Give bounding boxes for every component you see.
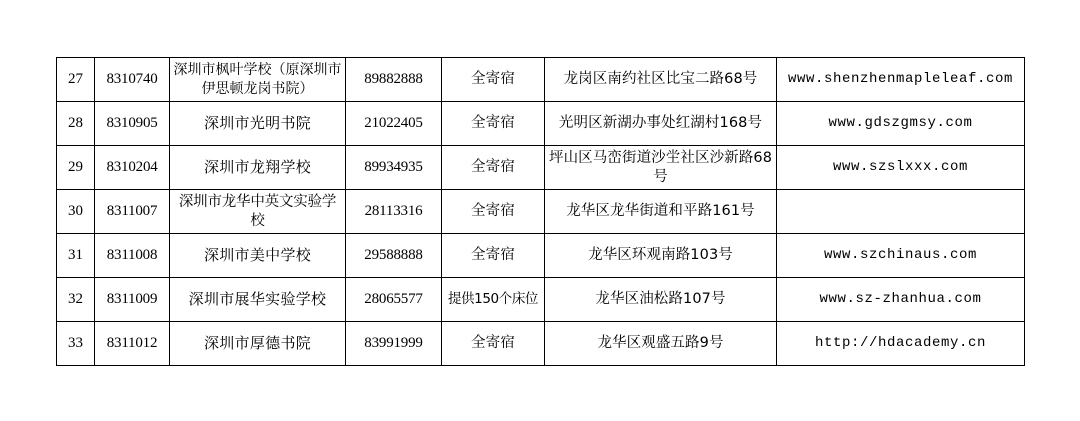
school-phone: 89934935 (346, 146, 442, 190)
row-index: 33 (57, 322, 95, 366)
school-phone: 28113316 (346, 190, 442, 234)
boarding-info: 全寄宿 (442, 234, 545, 278)
school-phone: 28065577 (346, 278, 442, 322)
school-address: 坪山区马峦街道沙坣社区沙新路68号 (545, 146, 777, 190)
row-index: 28 (57, 102, 95, 146)
school-website: www.shenzhenmapleleaf.com (777, 58, 1025, 102)
row-index: 32 (57, 278, 95, 322)
boarding-info: 提供150个床位 (442, 278, 545, 322)
table-row (57, 278, 1025, 322)
row-index: 30 (57, 190, 95, 234)
table-row (57, 58, 1025, 102)
school-name: 深圳市龙华中英文实验学校 (170, 190, 346, 234)
table-row (57, 190, 1025, 234)
school-website (777, 190, 1025, 234)
school-code: 8311008 (95, 234, 170, 278)
school-code: 8311007 (95, 190, 170, 234)
school-address: 龙华区龙华街道和平路161号 (545, 190, 777, 234)
school-address: 光明区新湖办事处红湖村168号 (545, 102, 777, 146)
table-row (57, 102, 1025, 146)
school-list-table-wrapper (56, 57, 1024, 366)
school-website: www.szchinaus.com (777, 234, 1025, 278)
boarding-info: 全寄宿 (442, 58, 545, 102)
school-name: 深圳市龙翔学校 (170, 146, 346, 190)
school-name: 深圳市美中学校 (170, 234, 346, 278)
school-code: 8310905 (95, 102, 170, 146)
school-address: 龙华区油松路107号 (545, 278, 777, 322)
boarding-info: 全寄宿 (442, 322, 545, 366)
school-website: http://hdacademy.cn (777, 322, 1025, 366)
school-website: www.szslxxx.com (777, 146, 1025, 190)
school-code: 8310740 (95, 58, 170, 102)
school-website: www.sz-zhanhua.com (777, 278, 1025, 322)
school-phone: 29588888 (346, 234, 442, 278)
school-address: 龙华区环观南路103号 (545, 234, 777, 278)
school-name: 深圳市枫叶学校（原深圳市伊思顿龙岗书院） (170, 58, 346, 102)
table-row (57, 146, 1025, 190)
boarding-info: 全寄宿 (442, 146, 545, 190)
table-row (57, 234, 1025, 278)
school-code: 8311012 (95, 322, 170, 366)
boarding-info: 全寄宿 (442, 102, 545, 146)
school-address: 龙华区观盛五路9号 (545, 322, 777, 366)
school-name: 深圳市厚德书院 (170, 322, 346, 366)
school-website: www.gdszgmsy.com (777, 102, 1025, 146)
row-index: 31 (57, 234, 95, 278)
school-code: 8311009 (95, 278, 170, 322)
table-row (57, 322, 1025, 366)
school-code: 8310204 (95, 146, 170, 190)
row-index: 29 (57, 146, 95, 190)
school-name: 深圳市光明书院 (170, 102, 346, 146)
school-address: 龙岗区南约社区比宝二路68号 (545, 58, 777, 102)
school-list-table (56, 57, 1025, 366)
boarding-info: 全寄宿 (442, 190, 545, 234)
school-phone: 21022405 (346, 102, 442, 146)
school-name: 深圳市展华实验学校 (170, 278, 346, 322)
school-phone: 83991999 (346, 322, 442, 366)
row-index: 27 (57, 58, 95, 102)
school-phone: 89882888 (346, 58, 442, 102)
